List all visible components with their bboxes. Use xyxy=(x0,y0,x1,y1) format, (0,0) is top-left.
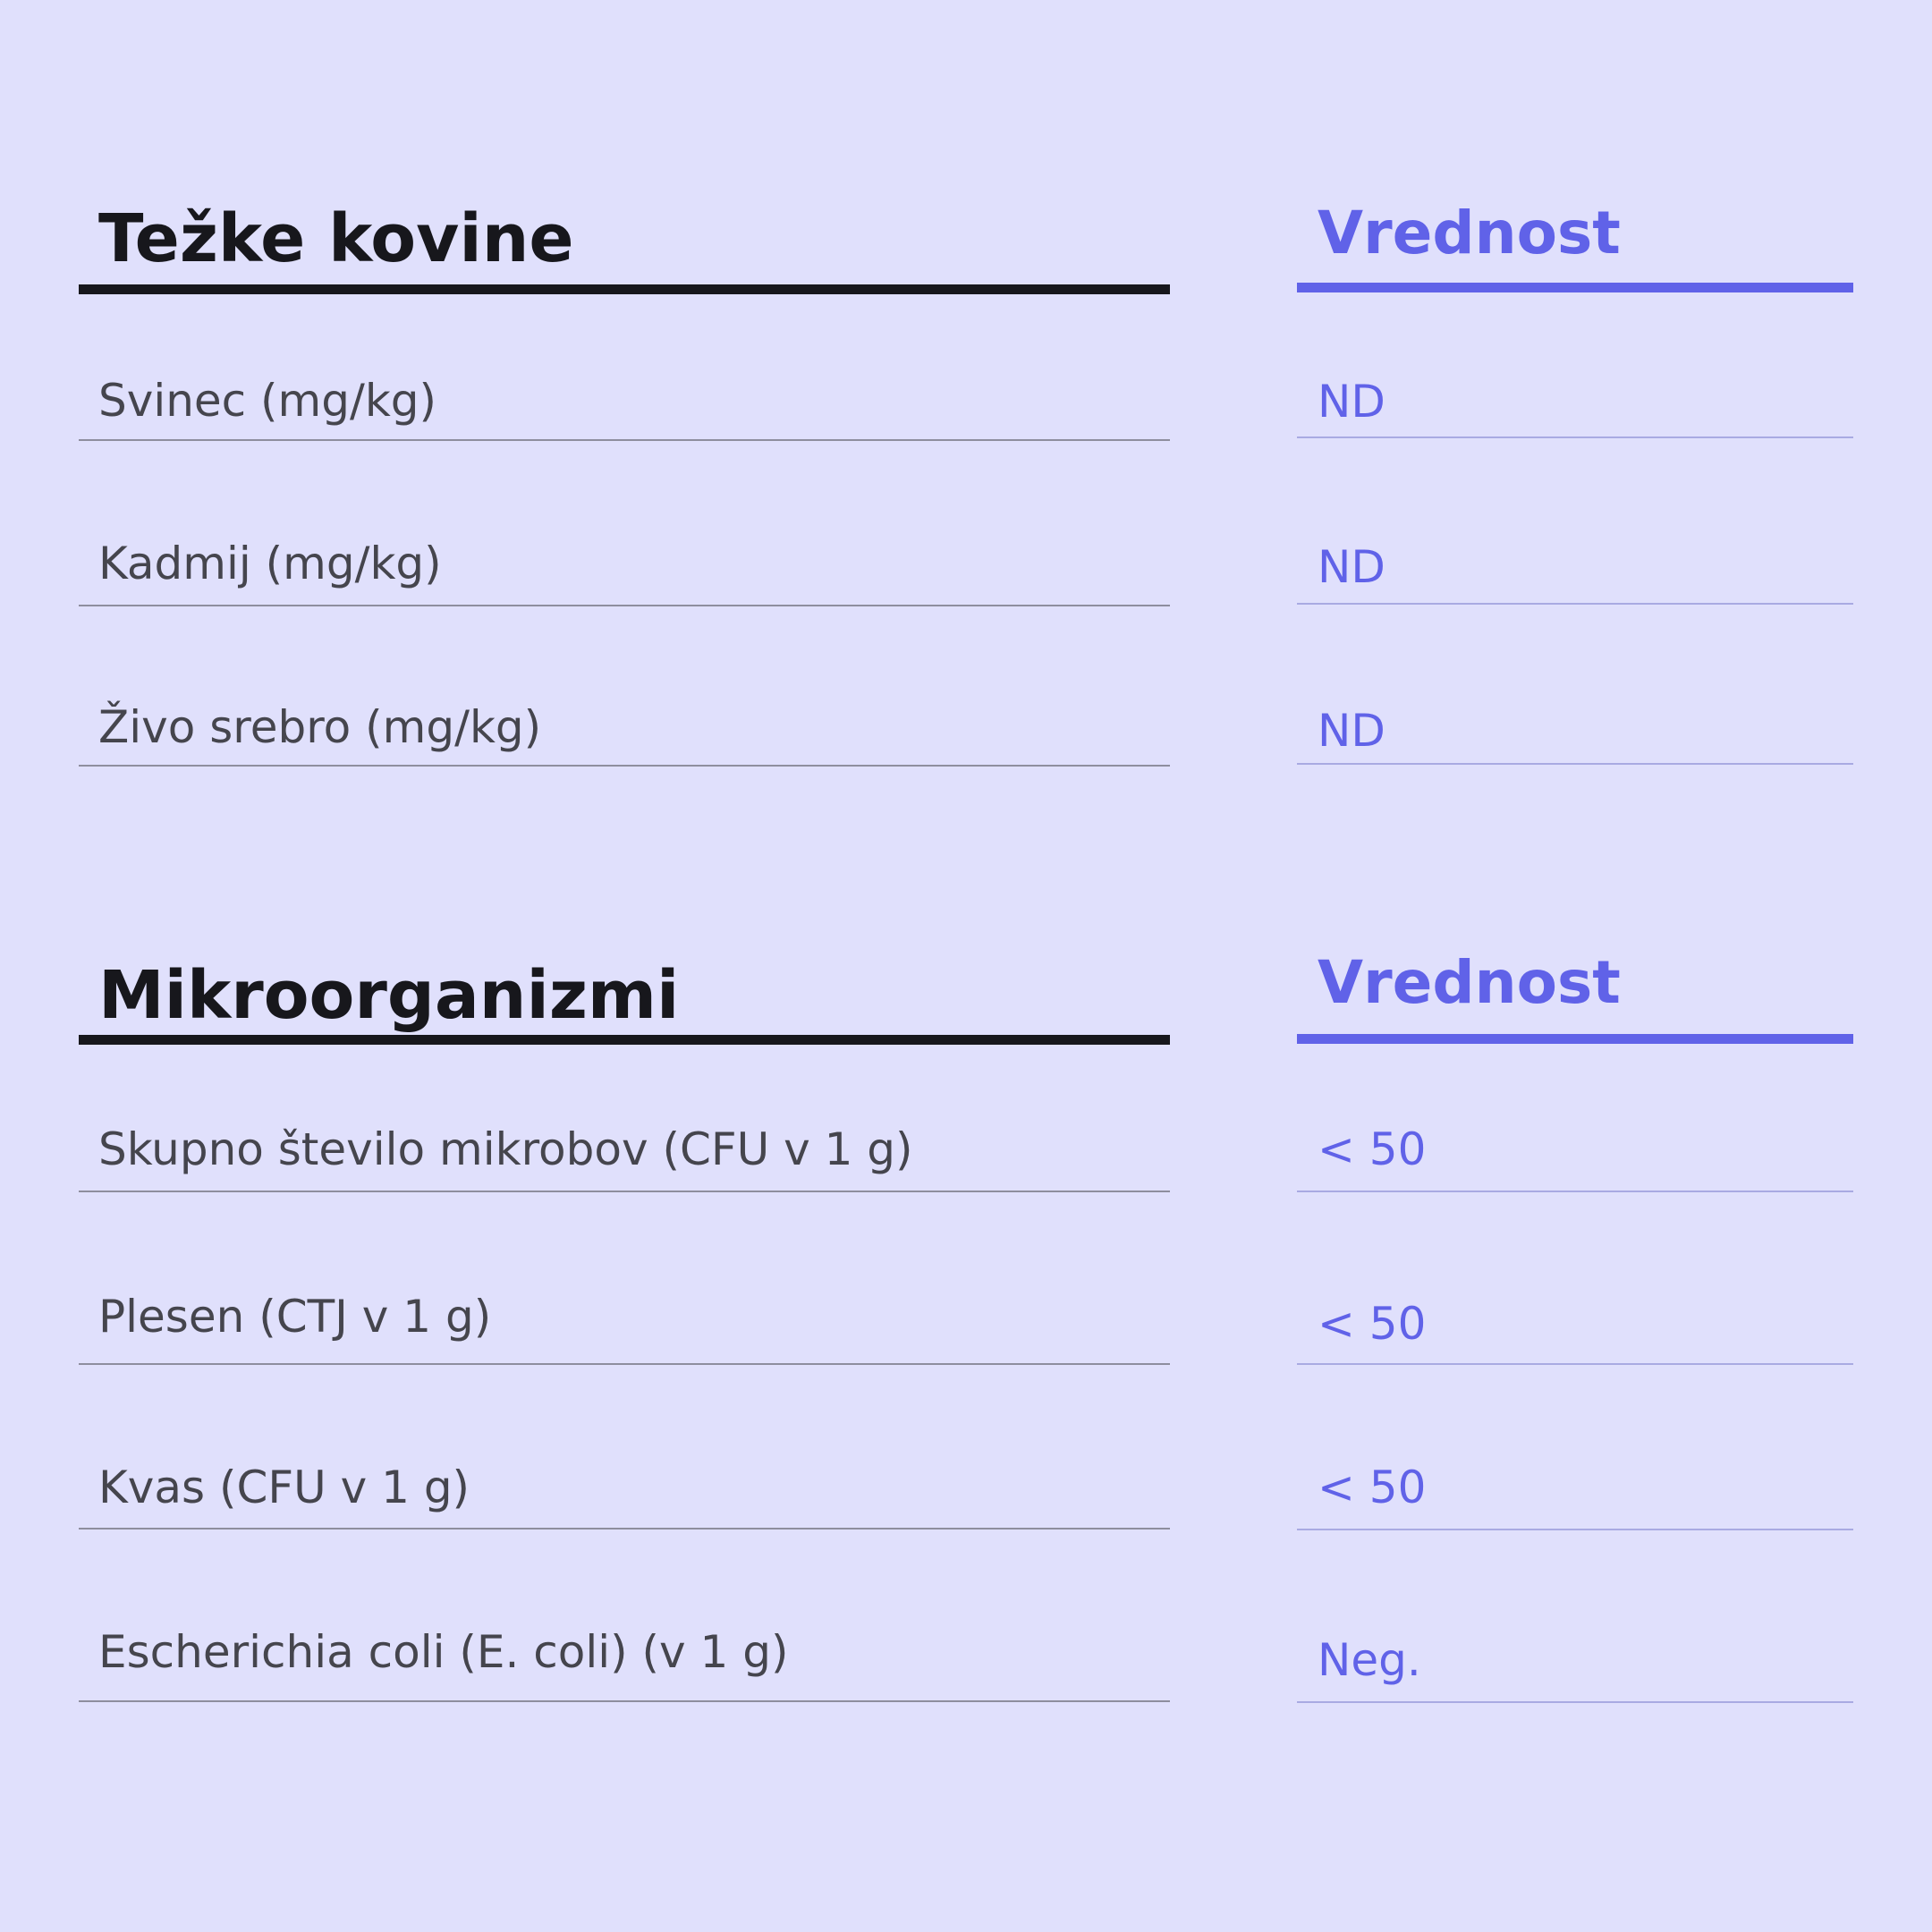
row-value-cadmium: ND xyxy=(1318,541,1385,593)
row-divider xyxy=(79,1191,1170,1192)
row-label-yeast: Kvas (CFU v 1 g) xyxy=(98,1462,470,1513)
row-divider xyxy=(1297,1529,1853,1530)
value-header: Vrednost xyxy=(1318,948,1621,1017)
row-divider xyxy=(1297,1701,1853,1703)
row-divider xyxy=(1297,1191,1853,1192)
row-value-e-coli: Neg. xyxy=(1318,1634,1421,1686)
row-label-lead: Svinec (mg/kg) xyxy=(98,375,437,427)
row-divider xyxy=(79,1363,1170,1365)
row-divider xyxy=(79,1528,1170,1530)
row-label-mercury: Živo srebro (mg/kg) xyxy=(98,701,542,753)
row-value-mercury: ND xyxy=(1318,705,1385,757)
section-title-microorganisms: Mikroorganizmi xyxy=(98,957,680,1034)
section-title-heavy-metals: Težke kovine xyxy=(98,200,574,277)
section-microorganisms-values xyxy=(1297,0,1853,1717)
row-value-mold: < 50 xyxy=(1318,1298,1427,1350)
value-header-divider xyxy=(1297,1034,1853,1044)
row-divider xyxy=(1297,1363,1853,1365)
row-value-lead: ND xyxy=(1318,376,1385,428)
row-value-total-microbes: < 50 xyxy=(1318,1123,1427,1175)
row-label-mold: Plesen (CTJ v 1 g) xyxy=(98,1291,492,1343)
row-label-total-microbes: Skupno število mikrobov (CFU v 1 g) xyxy=(98,1123,913,1175)
section-divider xyxy=(79,1035,1170,1045)
row-divider xyxy=(79,1700,1170,1702)
row-label-e-coli: Escherichia coli (E. coli) (v 1 g) xyxy=(98,1626,789,1678)
section-microorganisms xyxy=(79,0,1170,1717)
row-value-yeast: < 50 xyxy=(1318,1462,1427,1513)
value-header: Vrednost xyxy=(1318,199,1621,267)
row-label-cadmium: Kadmij (mg/kg) xyxy=(98,538,442,589)
